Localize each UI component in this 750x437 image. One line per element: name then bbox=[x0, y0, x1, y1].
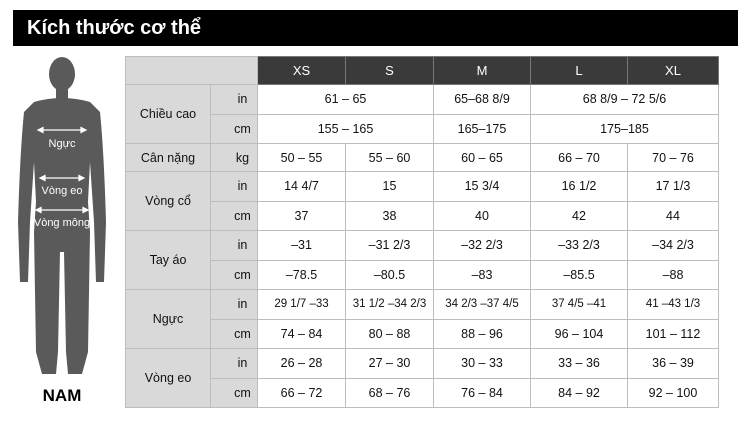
size-header-row bbox=[126, 57, 719, 85]
table-row bbox=[126, 319, 719, 349]
table-cell: 66 – 70 bbox=[531, 144, 628, 172]
table-cell: 44 bbox=[628, 201, 719, 231]
table-cell: 15 bbox=[346, 172, 434, 202]
unit-label: cm bbox=[211, 378, 258, 408]
table-cell: 41 –43 1/3 bbox=[628, 290, 719, 320]
table-cell: 61 – 65 bbox=[258, 85, 434, 115]
table-cell: 88 – 96 bbox=[434, 319, 531, 349]
table-cell: 50 – 55 bbox=[258, 144, 346, 172]
table-cell: –85.5 bbox=[531, 260, 628, 290]
size-header-s: S bbox=[346, 57, 434, 85]
unit-label: in bbox=[211, 231, 258, 261]
table-cell: 40 bbox=[434, 201, 531, 231]
table-cell: 101 – 112 bbox=[628, 319, 719, 349]
table-cell: 29 1/7 –33 bbox=[258, 290, 346, 320]
size-header-m: M bbox=[434, 57, 531, 85]
unit-label: cm bbox=[211, 319, 258, 349]
unit-label: cm bbox=[211, 114, 258, 144]
table-cell: 155 – 165 bbox=[258, 114, 434, 144]
row-label-height: Chiều cao bbox=[126, 85, 211, 144]
table-cell: 26 – 28 bbox=[258, 349, 346, 379]
table-cell: 68 – 76 bbox=[346, 378, 434, 408]
table-row bbox=[126, 290, 719, 320]
table-cell: 30 – 33 bbox=[434, 349, 531, 379]
table-cell: 96 – 104 bbox=[531, 319, 628, 349]
table-cell: 74 – 84 bbox=[258, 319, 346, 349]
waist-label: Vòng eo bbox=[41, 185, 83, 197]
table-cell: 27 – 30 bbox=[346, 349, 434, 379]
unit-label: kg bbox=[211, 144, 258, 172]
table-cell: –31 bbox=[258, 231, 346, 261]
unit-label: cm bbox=[211, 201, 258, 231]
table-cell: 34 2/3 –37 4/5 bbox=[434, 290, 531, 320]
unit-label: cm bbox=[211, 260, 258, 290]
row-label-weight: Cân nặng bbox=[126, 144, 211, 172]
size-header-xl: XL bbox=[628, 57, 719, 85]
table-cell: 37 4/5 –41 bbox=[531, 290, 628, 320]
table-row bbox=[126, 114, 719, 144]
size-header-l: L bbox=[531, 57, 628, 85]
table-cell: –32 2/3 bbox=[434, 231, 531, 261]
table-cell: 76 – 84 bbox=[434, 378, 531, 408]
table-cell: 55 – 60 bbox=[346, 144, 434, 172]
table-cell: 37 bbox=[258, 201, 346, 231]
table-cell: –80.5 bbox=[346, 260, 434, 290]
table-cell: –34 2/3 bbox=[628, 231, 719, 261]
hip-label: Vòng mông bbox=[33, 217, 91, 229]
size-header-xs: XS bbox=[258, 57, 346, 85]
table-cell: –31 2/3 bbox=[346, 231, 434, 261]
table-cell: –33 2/3 bbox=[531, 231, 628, 261]
header-corner bbox=[126, 57, 258, 85]
figure-caption: NAM bbox=[42, 386, 82, 405]
row-label-sleeve: Tay áo bbox=[126, 231, 211, 290]
table-row bbox=[126, 231, 719, 261]
unit-label: in bbox=[211, 349, 258, 379]
table-row bbox=[126, 201, 719, 231]
row-label-chest: Ngực bbox=[126, 290, 211, 349]
table-cell: –88 bbox=[628, 260, 719, 290]
table-row bbox=[126, 378, 719, 408]
table-cell: 17 1/3 bbox=[628, 172, 719, 202]
table-cell: 84 – 92 bbox=[531, 378, 628, 408]
table-cell: 33 – 36 bbox=[531, 349, 628, 379]
table-row bbox=[126, 144, 719, 172]
table-cell: 36 – 39 bbox=[628, 349, 719, 379]
table-row bbox=[126, 260, 719, 290]
table-cell: –78.5 bbox=[258, 260, 346, 290]
body-silhouette bbox=[18, 57, 106, 374]
table-cell: 65–68 8/9 bbox=[434, 85, 531, 115]
page-title: Kích thước cơ thể bbox=[13, 10, 738, 46]
table-row bbox=[126, 85, 719, 115]
table-row bbox=[126, 349, 719, 379]
table-cell: 92 – 100 bbox=[628, 378, 719, 408]
unit-label: in bbox=[211, 85, 258, 115]
table-cell: –83 bbox=[434, 260, 531, 290]
row-label-neck: Vòng cổ bbox=[126, 172, 211, 231]
table-cell: 66 – 72 bbox=[258, 378, 346, 408]
table-row bbox=[126, 172, 719, 202]
table-cell: 68 8/9 – 72 5/6 bbox=[531, 85, 719, 115]
body-silhouette-figure bbox=[8, 52, 116, 382]
unit-label: in bbox=[211, 290, 258, 320]
table-cell: 15 3/4 bbox=[434, 172, 531, 202]
row-label-waist: Vòng eo bbox=[126, 349, 211, 408]
table-cell: 60 – 65 bbox=[434, 144, 531, 172]
table-cell: 14 4/7 bbox=[258, 172, 346, 202]
table-cell: 175–185 bbox=[531, 114, 719, 144]
table-cell: 16 1/2 bbox=[531, 172, 628, 202]
unit-label: in bbox=[211, 172, 258, 202]
size-table bbox=[125, 56, 719, 408]
table-cell: 31 1/2 –34 2/3 bbox=[346, 290, 434, 320]
chest-label: Ngực bbox=[48, 138, 76, 150]
table-cell: 165–175 bbox=[434, 114, 531, 144]
table-cell: 70 – 76 bbox=[628, 144, 719, 172]
table-cell: 80 – 88 bbox=[346, 319, 434, 349]
table-cell: 38 bbox=[346, 201, 434, 231]
table-cell: 42 bbox=[531, 201, 628, 231]
